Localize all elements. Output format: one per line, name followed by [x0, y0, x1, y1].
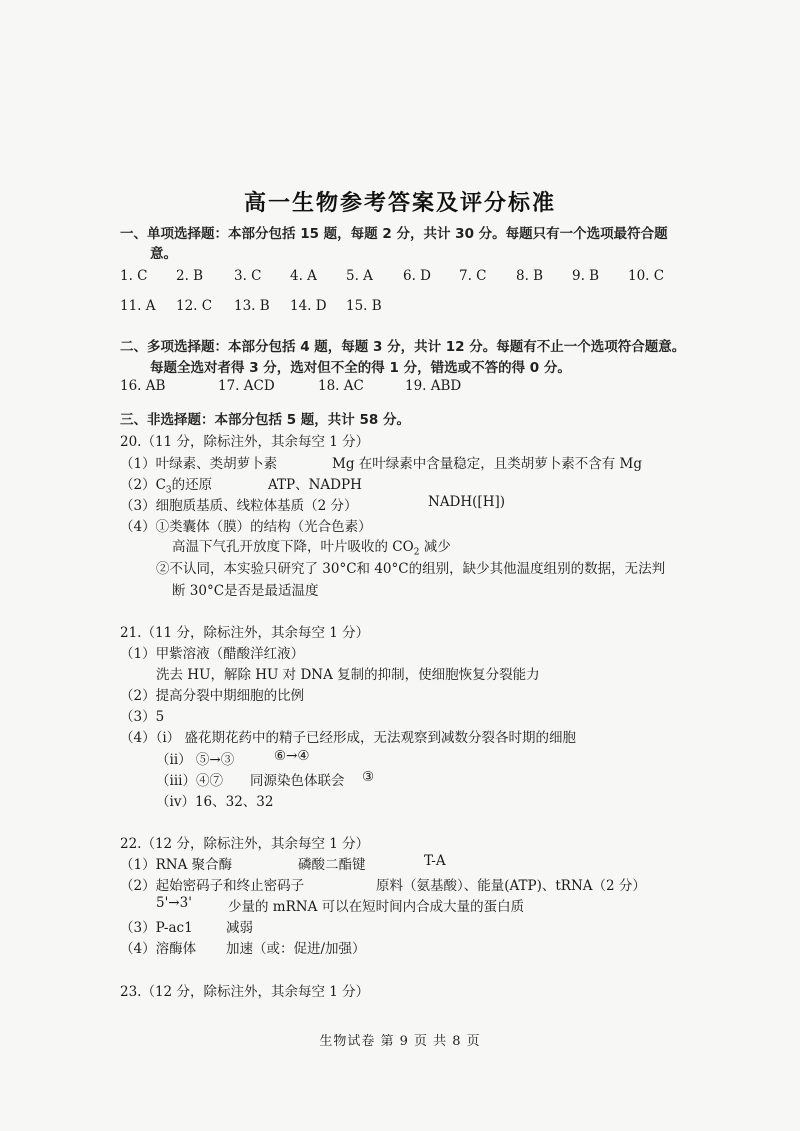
q21-header: 21.（11 分，除标注外，其余每空 1 分）	[120, 625, 370, 641]
q21-answer: （iv）16、32、32	[156, 794, 274, 810]
q20-answer: NADH([H])	[428, 494, 505, 510]
q22-answer: （1）RNA 聚合酶	[120, 857, 233, 873]
q21-answer: 同源染色体联会	[250, 773, 345, 789]
mc-answer: 9. B	[572, 268, 600, 284]
q22-answer: （2）起始密码子和终止密码子	[120, 878, 305, 894]
mc-answer: 8. B	[516, 268, 544, 284]
section2-heading-cont: 每题全选对者得 3 分，选对但不全的得 1 分，错选或不答的得 0 分。	[150, 360, 571, 376]
mc-answer: 1. C	[120, 268, 148, 284]
q23-header: 23.（12 分，除标注外，其余每空 1 分）	[120, 984, 370, 1000]
multi-answer: 18. AC	[318, 378, 364, 394]
multi-answer: 16. AB	[120, 378, 166, 394]
mc-answer: 14. D	[290, 298, 327, 314]
q20-answer: （3）细胞质基质、线粒体基质（2 分）	[120, 498, 358, 514]
q20-answer: Mg 在叶绿素中含量稳定，且类胡萝卜素不含有 Mg	[332, 456, 643, 472]
q22-answer: 原料（氨基酸）、能量(ATP)、tRNA（2 分）	[376, 878, 646, 894]
mc-answer: 2. B	[176, 268, 204, 284]
mc-answer: 12. C	[176, 298, 213, 314]
mc-answer: 11. A	[120, 298, 156, 314]
q22-answer: T-A	[424, 853, 446, 869]
mc-answer: 6. D	[403, 268, 431, 284]
q20-answer: （1）叶绿素、类胡萝卜素	[120, 456, 278, 472]
mc-answer: 7. C	[459, 268, 487, 284]
section2-heading: 二、多项选择题：本部分包括 4 题，每题 3 分，共计 12 分。每题有不止一个选项符合题意。	[120, 339, 686, 355]
q20-answer: ②不认同，本实验只研究了 30°C和 40°C的组别，缺少其他温度组别的数据，无法判	[156, 561, 666, 577]
q21-answer: （4）（i） 盛花期花药中的精子已经形成，无法观察到减数分裂各时期的细胞	[120, 730, 576, 746]
section3-heading: 三、非选择题：本部分包括 5 题，共计 58 分。	[120, 412, 410, 428]
page-footer: 生物试卷 第 9 页 共 8 页	[319, 1034, 481, 1049]
q21-answer: ③	[362, 769, 375, 785]
q20-answer: ATP、NADPH	[268, 477, 362, 493]
q21-answer: ⑥→④	[274, 748, 310, 764]
q21-answer: （2）提高分裂中期细胞的比例	[120, 688, 305, 704]
q22-answer: 少量的 mRNA 可以在短时间内合成大量的蛋白质	[228, 899, 525, 915]
q20-header: 20.（11 分，除标注外，其余每空 1 分）	[120, 434, 370, 450]
q20-answer: 断 30°C是否是最适温度	[172, 583, 319, 599]
q21-answer: 洗去 HU，解除 HU 对 DNA 复制的抑制，使细胞恢复分裂能力	[156, 667, 540, 683]
mc-answer: 4. A	[290, 268, 317, 284]
q21-answer: （1）甲紫溶液（醋酸洋红液）	[120, 646, 305, 662]
mc-answer: 3. C	[234, 268, 262, 284]
q21-answer: （3）5	[120, 709, 165, 725]
multi-answer: 17. ACD	[218, 378, 275, 394]
q21-answer: （iii）④⑦	[156, 773, 223, 789]
mc-answer: 13. B	[234, 298, 270, 314]
q20-answer: $(2)C_3$的还原	[120, 477, 213, 496]
q22-answer: （3）P-ac1	[120, 920, 193, 936]
q22-answer: 磷酸二酯键	[298, 857, 366, 873]
q22-answer: （4）溶酶体	[120, 941, 197, 957]
section1-heading: 一、单项选择题：本部分包括 15 题，每题 2 分，共计 30 分。每题只有一个选项最符合题	[120, 226, 668, 242]
section1-heading-cont: 意。	[150, 246, 177, 262]
q22-answer: 5'→3'	[156, 895, 192, 911]
multi-answer: 19. ABD	[405, 378, 462, 394]
q22-answer: 加速（或：促进/加强）	[226, 941, 366, 957]
q20-answer: 高温下气孔开放度下降，叶片吸收的 $CO_2$ 减少	[172, 539, 451, 558]
q22-answer: 减弱	[226, 920, 253, 936]
page-title: 高一生物参考答案及评分标准	[243, 191, 556, 216]
q20-answer: （4）①类囊体（膜）的结构（光合色素）	[120, 519, 372, 535]
mc-answer: 10. C	[628, 268, 665, 284]
q22-header: 22.（12 分，除标注外，其余每空 1 分）	[120, 836, 370, 852]
q21-answer: （ii） ⑤→③	[156, 752, 235, 768]
mc-answer: 15. B	[346, 298, 382, 314]
mc-answer: 5. A	[346, 268, 373, 284]
